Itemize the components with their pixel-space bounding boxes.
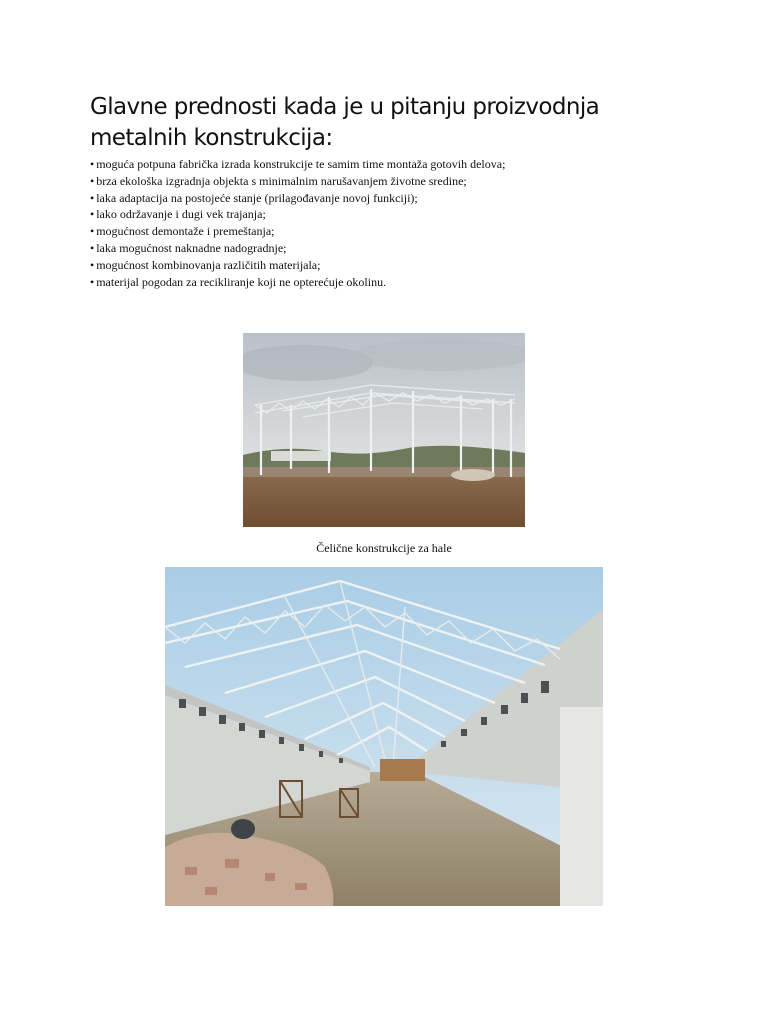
photo-caption: Čelične konstrukcije za hale <box>316 541 452 555</box>
list-item: • mogućnost kombinovanja različitih materijala; <box>90 257 505 274</box>
list-item: • mogućnost demontaže i premeštanja; <box>90 223 505 240</box>
steel-frame-photo <box>243 333 525 527</box>
list-item: • moguća potpuna fabrička izrada konstrukcije te samim time montaža gotovih delova; <box>90 156 505 173</box>
advantages-list <box>90 156 505 290</box>
list-item: • laka mogućnost naknadne nadogradnje; <box>90 240 505 257</box>
list-item: • materijal pogodan za recikliranje koji ne opterećuje okolinu. <box>90 274 505 291</box>
list-item: • laka adaptacija na postojeće stanje (prilagođavanje novoj funkciji); <box>90 190 505 207</box>
list-item: • lako održavanje i dugi vek trajanja; <box>90 206 505 223</box>
hall-interior-photo <box>165 567 603 906</box>
page-heading: Glavne prednosti kada je u pitanju proizvodnja metalnih konstrukcija: <box>90 94 600 151</box>
list-item: • brza ekološka izgradnja objekta s minimalnim narušavanjem životne sredine; <box>90 173 505 190</box>
